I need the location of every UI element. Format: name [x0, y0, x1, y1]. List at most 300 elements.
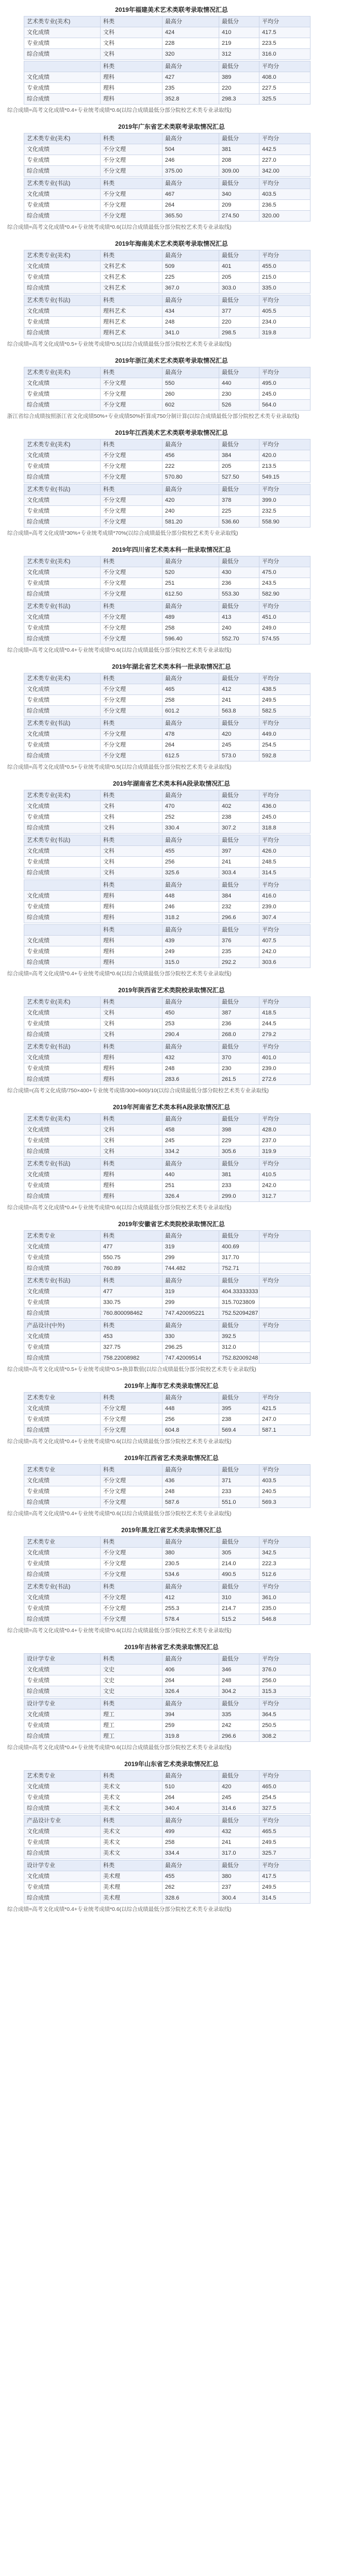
table-cell: 专业成绩	[24, 1342, 101, 1353]
table-cell: 334.2	[162, 1146, 219, 1157]
table-cell: 文科	[101, 1146, 162, 1157]
table-row	[24, 461, 311, 472]
table-cell: 230	[219, 1063, 259, 1074]
table-cell: 262	[162, 1882, 219, 1893]
score-table	[24, 1770, 311, 1814]
table-cell: 综合成绩	[24, 1893, 101, 1904]
table-row	[24, 1803, 311, 1814]
table-cell: 文化成绩	[24, 567, 101, 578]
header-cell: 科类	[101, 1042, 162, 1053]
table-cell: 245.0	[259, 389, 311, 400]
table-cell: 569.3	[259, 1497, 311, 1508]
header-cell: 最低分	[219, 1654, 259, 1665]
header-cell: 最高分	[162, 295, 219, 306]
table-cell: 不分文理	[101, 1425, 162, 1436]
table-cell: 455	[162, 846, 219, 857]
table-cell: 256.0	[259, 1675, 311, 1686]
score-table	[24, 1041, 311, 1085]
table-cell: 不分文理	[101, 612, 162, 623]
table-cell: 364.5	[259, 1709, 311, 1720]
table-cell: 300.4	[219, 1893, 259, 1904]
table-row	[24, 1308, 311, 1319]
table-row	[24, 155, 311, 166]
header-cell: 科类	[101, 439, 162, 450]
table-header-row	[24, 178, 311, 189]
header-cell: 艺术类专业(书法)	[24, 1276, 101, 1286]
table-cell: 综合成绩	[24, 751, 101, 761]
header-cell: 科类	[101, 1276, 162, 1286]
header-cell: 最高分	[162, 250, 219, 261]
table-row	[24, 1665, 311, 1675]
header-cell: 艺术类专业	[24, 1771, 101, 1782]
header-cell: 平均分	[259, 1771, 311, 1782]
table-row	[24, 857, 311, 868]
score-table	[24, 1581, 311, 1625]
table-cell: 279.2	[259, 1029, 311, 1040]
table-cell: 理科艺术	[101, 317, 162, 328]
header-cell: 平均分	[259, 1042, 311, 1053]
table-cell: 549.15	[259, 472, 311, 483]
header-cell: 最低分	[219, 133, 259, 144]
header-cell	[24, 61, 101, 72]
table-cell: 465.0	[259, 1782, 311, 1792]
table-cell: 248	[219, 1675, 259, 1686]
report-section	[0, 986, 343, 1095]
table-cell: 747.42009514	[162, 1353, 219, 1364]
table-cell: 不分文理	[101, 1558, 162, 1569]
table-cell: 236	[219, 578, 259, 589]
table-cell: 319	[162, 1242, 219, 1252]
header-cell: 最高分	[162, 718, 219, 729]
table-row	[24, 634, 311, 645]
table-cell: 296.6	[219, 1731, 259, 1742]
table-cell: 230.5	[162, 1558, 219, 1569]
table-cell: 252	[162, 812, 219, 823]
header-cell: 最高分	[162, 880, 219, 891]
table-cell: 不分文理	[101, 706, 162, 717]
table-header-row	[24, 250, 311, 261]
section-note: 综合成绩=高考文化成绩*0.4+专业统考成绩*0.6(以综合成绩最低分部分院校艺术类专业录取线)	[7, 1438, 232, 1445]
score-table	[24, 295, 311, 338]
table-cell: 249.5	[259, 1882, 311, 1893]
table-cell: 307.2	[219, 823, 259, 834]
section-title: 2019年河南省艺术类本科A段录取情况汇总	[112, 1104, 231, 1111]
table-cell: 综合成绩	[24, 912, 101, 923]
table-row	[24, 1826, 311, 1837]
header-cell: 平均分	[259, 1816, 311, 1826]
table-cell: 381	[219, 1170, 259, 1180]
table-cell: 403.5	[259, 1476, 311, 1486]
table-cell: 408.0	[259, 72, 311, 83]
table-cell: 470	[162, 801, 219, 812]
table-cell: 327.5	[259, 1803, 311, 1814]
section-title: 2019年浙江美术艺术类联考录取情况汇总	[115, 357, 228, 364]
header-cell: 平均分	[259, 1231, 311, 1242]
table-cell: 307.4	[259, 912, 311, 923]
table-row	[24, 1792, 311, 1803]
table-cell: 专业成绩	[24, 812, 101, 823]
table-cell: 美术理	[101, 1871, 162, 1882]
table-header-row	[24, 1465, 311, 1476]
table-cell: 245.0	[259, 812, 311, 823]
table-cell: 467	[162, 189, 219, 200]
table-cell: 424	[162, 27, 219, 38]
table-cell: 不分文理	[101, 144, 162, 155]
table-cell: 412	[219, 684, 259, 695]
table-cell: 不分文理	[101, 506, 162, 517]
header-cell: 科类	[101, 997, 162, 1008]
header-cell: 最高分	[162, 61, 219, 72]
table-cell: 319.8	[259, 328, 311, 338]
table-cell: 不分文理	[101, 623, 162, 634]
table-row	[24, 695, 311, 706]
section-note: 综合成绩=高考文化成绩*30%+专业统考成绩*70%(以综合成绩最低分部分院校艺术类专业录取线)	[7, 530, 238, 536]
table-cell: 美术理	[101, 1882, 162, 1893]
table-row	[24, 567, 311, 578]
table-cell: 569.4	[219, 1425, 259, 1436]
score-table	[24, 484, 311, 528]
header-cell: 艺术类专业(美术)	[24, 556, 101, 567]
table-cell: 760.800098462	[101, 1308, 162, 1319]
table-cell: 551.0	[219, 1497, 259, 1508]
table-cell: 综合成绩	[24, 1074, 101, 1085]
header-cell: 平均分	[259, 925, 311, 936]
table-cell: 文化成绩	[24, 1709, 101, 1720]
table-row	[24, 1146, 311, 1157]
table-cell: 综合成绩	[24, 868, 101, 878]
table-cell: 理科	[101, 902, 162, 912]
table-cell: 320	[162, 49, 219, 60]
table-cell: 592.8	[259, 751, 311, 761]
table-cell: 335.0	[259, 283, 311, 294]
table-cell: 340	[219, 189, 259, 200]
table-cell: 420	[219, 1782, 259, 1792]
table-row	[24, 1548, 311, 1558]
header-cell: 最高分	[162, 1159, 219, 1170]
table-row	[24, 1008, 311, 1019]
header-cell: 最低分	[219, 718, 259, 729]
table-cell: 214.0	[219, 1558, 259, 1569]
table-row	[24, 946, 311, 957]
header-cell: 平均分	[259, 61, 311, 72]
table-cell: 397	[219, 846, 259, 857]
table-cell: 450	[162, 1008, 219, 1019]
header-cell: 艺术类专业(美术)	[24, 997, 101, 1008]
table-cell: 不分文理	[101, 1614, 162, 1625]
header-cell: 最低分	[219, 1771, 259, 1782]
score-table	[24, 673, 311, 717]
table-cell: 250.5	[259, 1720, 311, 1731]
table-cell: 402	[219, 801, 259, 812]
table-cell	[259, 1297, 311, 1308]
table-row	[24, 1497, 311, 1508]
table-cell: 427	[162, 72, 219, 83]
table-row	[24, 612, 311, 623]
table-cell: 不分文理	[101, 200, 162, 211]
table-row	[24, 623, 311, 634]
table-cell: 526	[219, 400, 259, 411]
table-cell: 417.5	[259, 27, 311, 38]
header-cell: 最低分	[219, 1159, 259, 1170]
table-cell: 专业成绩	[24, 1414, 101, 1425]
table-cell: 436.0	[259, 801, 311, 812]
header-cell: 平均分	[259, 1320, 311, 1331]
table-cell: 317.70	[219, 1252, 259, 1263]
report-section	[0, 1219, 343, 1374]
table-cell: 744.482	[162, 1263, 219, 1274]
table-cell: 专业成绩	[24, 1136, 101, 1146]
header-cell: 最高分	[162, 1231, 219, 1242]
section-note: 综合成绩=高考文化成绩*0.4+专业统考成绩*0.6(以综合成绩最低分部分院校艺术类专业录取线)	[7, 1628, 232, 1634]
table-cell: 不分文理	[101, 450, 162, 461]
table-cell: 296.6	[219, 912, 259, 923]
table-cell: 477	[101, 1242, 162, 1252]
header-cell: 科类	[101, 925, 162, 936]
table-cell: 205	[219, 272, 259, 283]
header-cell: 最高分	[162, 835, 219, 846]
score-table	[24, 1275, 311, 1319]
table-cell: 292.2	[219, 957, 259, 968]
table-cell: 理工	[101, 1709, 162, 1720]
header-cell: 科类	[101, 835, 162, 846]
section-note: 综合成绩=高考文化成绩*0.4+专业统考成绩*0.6(以综合成绩最低分部分院校艺术类专业录取线)	[7, 224, 232, 230]
table-cell: 236	[219, 1019, 259, 1029]
table-cell: 299.0	[219, 1191, 259, 1202]
table-cell: 581.20	[162, 517, 219, 528]
table-row	[24, 1837, 311, 1848]
report-section	[0, 1526, 343, 1635]
table-cell: 文科	[101, 1019, 162, 1029]
table-row	[24, 1063, 311, 1074]
table-cell: 582.5	[259, 706, 311, 717]
table-cell: 455	[162, 1871, 219, 1882]
table-cell: 文科	[101, 1029, 162, 1040]
table-cell: 242	[219, 1720, 259, 1731]
table-cell: 不分文理	[101, 211, 162, 222]
header-cell: 平均分	[259, 1699, 311, 1709]
header-cell: 艺术类专业(书法)	[24, 1159, 101, 1170]
table-cell: 235	[219, 946, 259, 957]
table-cell: 文化成绩	[24, 1665, 101, 1675]
header-cell: 最高分	[162, 673, 219, 684]
table-header-row	[24, 1537, 311, 1548]
table-cell: 420	[219, 729, 259, 740]
table-cell: 602	[162, 400, 219, 411]
table-cell	[259, 1308, 311, 1319]
table-cell: 305.6	[219, 1146, 259, 1157]
table-cell: 不分文理	[101, 472, 162, 483]
table-cell: 371	[219, 1476, 259, 1486]
table-cell: 专业成绩	[24, 1675, 101, 1686]
table-cell: 758.22008982	[101, 1353, 162, 1364]
table-header-row	[24, 790, 311, 801]
header-cell: 最高分	[162, 484, 219, 495]
table-cell: 222.3	[259, 1558, 311, 1569]
header-cell: 最低分	[219, 367, 259, 378]
table-cell: 451.0	[259, 612, 311, 623]
header-cell: 最低分	[219, 1860, 259, 1871]
table-cell: 612.50	[162, 589, 219, 600]
table-cell: 205	[219, 461, 259, 472]
table-cell: 318.2	[162, 912, 219, 923]
table-cell: 综合成绩	[24, 1803, 101, 1814]
table-cell: 综合成绩	[24, 1263, 101, 1274]
table-header-row	[24, 133, 311, 144]
header-cell: 艺术类专业	[24, 1537, 101, 1548]
score-table	[24, 367, 311, 411]
table-cell: 223.5	[259, 38, 311, 49]
table-cell: 242.0	[259, 946, 311, 957]
header-cell: 最低分	[219, 295, 259, 306]
table-cell: 文化成绩	[24, 1170, 101, 1180]
header-cell: 科类	[101, 790, 162, 801]
table-cell: 442.5	[259, 144, 311, 155]
table-row	[24, 83, 311, 94]
table-cell: 417.5	[259, 1871, 311, 1882]
header-cell: 艺术类专业(书法)	[24, 178, 101, 189]
table-cell: 213.5	[259, 461, 311, 472]
header-cell: 艺术类专业(美术)	[24, 16, 101, 27]
header-cell: 艺术类专业	[24, 1231, 101, 1242]
table-cell: 文化成绩	[24, 684, 101, 695]
table-cell: 215.0	[259, 272, 311, 283]
header-cell: 科类	[101, 367, 162, 378]
table-row	[24, 189, 311, 200]
table-cell	[259, 1342, 311, 1353]
table-row	[24, 912, 311, 923]
score-table	[24, 718, 311, 761]
header-cell: 艺术类专业(美术)	[24, 133, 101, 144]
table-header-row	[24, 718, 311, 729]
score-table	[24, 924, 311, 968]
table-cell: 专业成绩	[24, 200, 101, 211]
table-row	[24, 740, 311, 751]
table-cell: 综合成绩	[24, 49, 101, 60]
table-cell: 209	[219, 200, 259, 211]
header-cell: 科类	[101, 1465, 162, 1476]
report-section	[0, 779, 343, 978]
table-cell: 220	[219, 317, 259, 328]
table-cell: 258	[162, 695, 219, 706]
table-cell: 260	[162, 389, 219, 400]
header-cell: 最高分	[162, 16, 219, 27]
table-cell: 310	[219, 1592, 259, 1603]
table-row	[24, 1731, 311, 1742]
table-cell: 综合成绩	[24, 957, 101, 968]
section-title: 2019年湖北省艺术类本科一批录取情况汇总	[112, 663, 231, 670]
header-cell: 科类	[101, 1320, 162, 1331]
header-cell: 平均分	[259, 601, 311, 612]
table-cell: 264	[162, 740, 219, 751]
header-cell	[24, 925, 101, 936]
table-cell: 384	[219, 891, 259, 902]
header-cell: 最低分	[219, 1114, 259, 1125]
score-table	[24, 1113, 311, 1157]
table-cell: 596.40	[162, 634, 219, 645]
table-cell: 综合成绩	[24, 634, 101, 645]
table-cell: 美术文	[101, 1826, 162, 1837]
table-cell: 314.5	[259, 1893, 311, 1904]
table-row	[24, 801, 311, 812]
table-row	[24, 400, 311, 411]
table-cell: 384	[219, 450, 259, 461]
table-cell: 文化成绩	[24, 729, 101, 740]
table-cell: 335	[219, 1709, 259, 1720]
table-cell: 不分文理	[101, 578, 162, 589]
table-cell: 不分文理	[101, 517, 162, 528]
table-cell: 不分文理	[101, 1486, 162, 1497]
table-cell: 专业成绩	[24, 946, 101, 957]
table-cell: 文化成绩	[24, 936, 101, 946]
table-cell: 504	[162, 144, 219, 155]
table-cell	[259, 1286, 311, 1297]
table-row	[24, 272, 311, 283]
report-section	[0, 356, 343, 420]
table-cell: 458	[162, 1125, 219, 1136]
table-cell: 499	[162, 1826, 219, 1837]
header-cell: 最高分	[162, 1816, 219, 1826]
table-cell: 234.0	[259, 317, 311, 328]
header-cell: 平均分	[259, 1465, 311, 1476]
table-cell: 251	[162, 578, 219, 589]
table-row	[24, 902, 311, 912]
table-cell: 752.82009248	[219, 1353, 259, 1364]
header-cell: 科类	[101, 178, 162, 189]
table-cell: 综合成绩	[24, 1146, 101, 1157]
header-cell: 平均分	[259, 997, 311, 1008]
score-table	[24, 439, 311, 483]
header-cell: 最低分	[219, 835, 259, 846]
table-cell: 文化成绩	[24, 1826, 101, 1837]
table-header-row	[24, 367, 311, 378]
table-row	[24, 1252, 311, 1263]
header-cell: 科类	[101, 16, 162, 27]
header-cell: 最高分	[162, 1393, 219, 1403]
table-header-row	[24, 16, 311, 27]
table-cell: 254.5	[259, 1792, 311, 1803]
table-row	[24, 1882, 311, 1893]
table-cell: 美术文	[101, 1803, 162, 1814]
table-row	[24, 751, 311, 761]
table-cell: 315.7023809	[219, 1297, 259, 1308]
table-cell	[259, 1353, 311, 1364]
table-row	[24, 472, 311, 483]
table-cell: 418.5	[259, 1008, 311, 1019]
section-note: 综合成绩=高考文化成绩*0.5+专业统考成绩*0.5+换算数值(以综合成绩最低分部分院校艺术类专业录取线)	[7, 1366, 256, 1372]
table-cell: 440	[219, 378, 259, 389]
table-header-row	[24, 484, 311, 495]
table-cell: 文科	[101, 812, 162, 823]
table-cell: 268.0	[219, 1029, 259, 1040]
table-cell: 文化成绩	[24, 612, 101, 623]
table-cell: 文化成绩	[24, 1242, 101, 1252]
table-cell: 412	[162, 1592, 219, 1603]
table-cell: 文史	[101, 1675, 162, 1686]
header-cell: 平均分	[259, 718, 311, 729]
table-cell: 249.5	[259, 1837, 311, 1848]
section-note: 浙江省综合成绩按照浙江省文化成绩50%+专业成绩50%折算成750分制计算(以综合成绩最低分部分院校艺术类专业录取线)	[7, 413, 300, 419]
header-cell: 最低分	[219, 997, 259, 1008]
table-cell: 515.2	[219, 1614, 259, 1625]
header-cell: 艺术类专业(美术)	[24, 439, 101, 450]
header-cell: 设计学专业	[24, 1860, 101, 1871]
table-cell: 理科	[101, 72, 162, 83]
table-cell: 文化成绩	[24, 189, 101, 200]
table-cell: 文化成绩	[24, 1331, 101, 1342]
table-cell: 理科艺术	[101, 306, 162, 317]
table-cell: 430	[219, 567, 259, 578]
table-row	[24, 72, 311, 83]
